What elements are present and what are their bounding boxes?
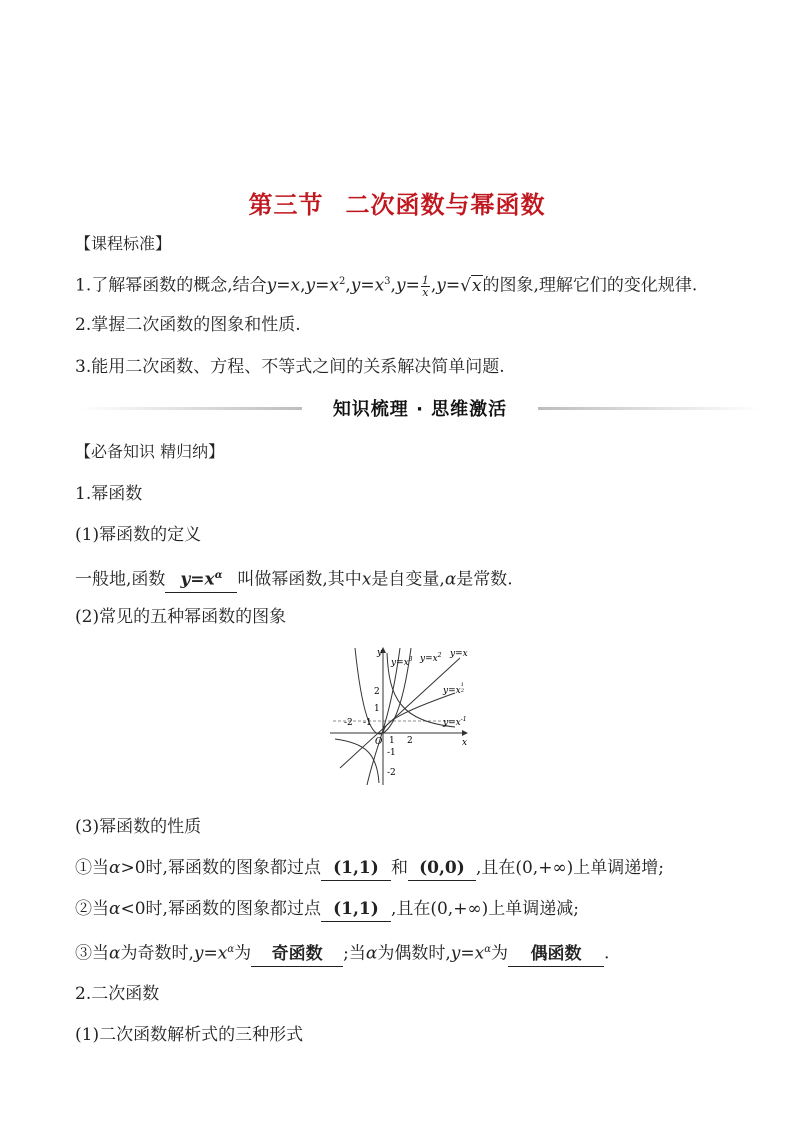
property-2: ②当α<0时,幂函数的图象都过点 (1,1) ,且在(0,+∞)上单调递减; <box>75 897 579 922</box>
answer-blank-point-1: (1,1) <box>321 856 391 881</box>
tick-y-1: 1 <box>374 704 380 714</box>
tick-x-2: 2 <box>407 736 413 746</box>
curve-inverse-left <box>335 739 379 783</box>
answer-blank-point-2: (0,0) <box>408 856 476 881</box>
tick-y-neg1: -1 <box>387 748 396 758</box>
axis-x-label: x <box>462 738 468 748</box>
tick-x-neg2: -2 <box>344 718 353 728</box>
standard-item-3: 3.能用二次函数、方程、不等式之间的关系解决简单问题. <box>75 357 505 377</box>
answer-blank-odd: 奇函数 <box>251 942 343 967</box>
section-banner <box>80 395 760 421</box>
label-x-squared: $y=x^2$ <box>420 652 442 664</box>
tick-y-2: 2 <box>374 687 380 697</box>
fraction-one-over-x: $\frac{1}{x}$ <box>421 273 429 299</box>
section-2-1-heading: (1)二次函数解析式的三种形式 <box>75 1025 304 1045</box>
sqrt-x: √x <box>460 275 482 296</box>
property-1: ①当α>0时,幂函数的图象都过点 (1,1) 和 (0,0) ,且在(0,+∞)上单调递增; <box>75 856 664 881</box>
label-x-half: $y=x^1$ 2 <box>443 682 465 696</box>
label-x-cubed: $y=x^3$ <box>391 656 413 668</box>
answer-blank-even: 偶函数 <box>508 942 604 967</box>
section-2-heading: 2.二次函数 <box>75 984 160 1004</box>
knowledge-header: 【必备知识 精归纳】 <box>75 442 225 461</box>
tick-y-neg2: -2 <box>387 768 396 778</box>
answer-blank-point-3: (1,1) <box>321 897 391 922</box>
standard-item-2: 2.掌握二次函数的图象和性质. <box>75 315 301 335</box>
definition-line: 一般地,函数 $y=x^\alpha$ 叫做幂函数,其中x是自变量,α是常数. <box>75 564 513 593</box>
course-standards-header: 【课程标准】 <box>75 234 172 253</box>
section-1-1-heading: (1)幂函数的定义 <box>75 525 202 545</box>
section-1-2-heading: (2)常见的五种幂函数的图象 <box>75 607 287 627</box>
label-x: y=x <box>450 649 468 659</box>
page-title: 第三节 二次函数与幂函数 <box>248 191 546 219</box>
section-1-heading: 1.幂函数 <box>75 484 143 504</box>
answer-blank-definition: $y=x^\alpha$ <box>165 564 237 593</box>
axis-y-label: y <box>377 648 383 658</box>
power-function-graph <box>325 643 475 788</box>
banner-text: 知识梳理 · 思维激活 <box>332 399 508 420</box>
standard-item-1: 1.了解幂函数的概念,结合$y=x,y=x^2,y=x^3,y=$ $\frac{1}{x}$ ,y=√x的图象,理解它们的变化规律. <box>75 273 698 299</box>
section-1-3-heading: (3)幂函数的性质 <box>75 817 202 837</box>
origin-label: O <box>375 737 383 747</box>
tick-x-neg1: -1 <box>363 718 372 728</box>
tick-x-1: 1 <box>389 736 395 746</box>
label-x-inverse: $y=x^{-1}$ <box>443 716 467 728</box>
property-3: ③当α为奇数时$,y=x^\alpha$为 奇函数 ;当α为偶数时$,y=x^\alpha$为 偶函数 . <box>75 938 609 967</box>
